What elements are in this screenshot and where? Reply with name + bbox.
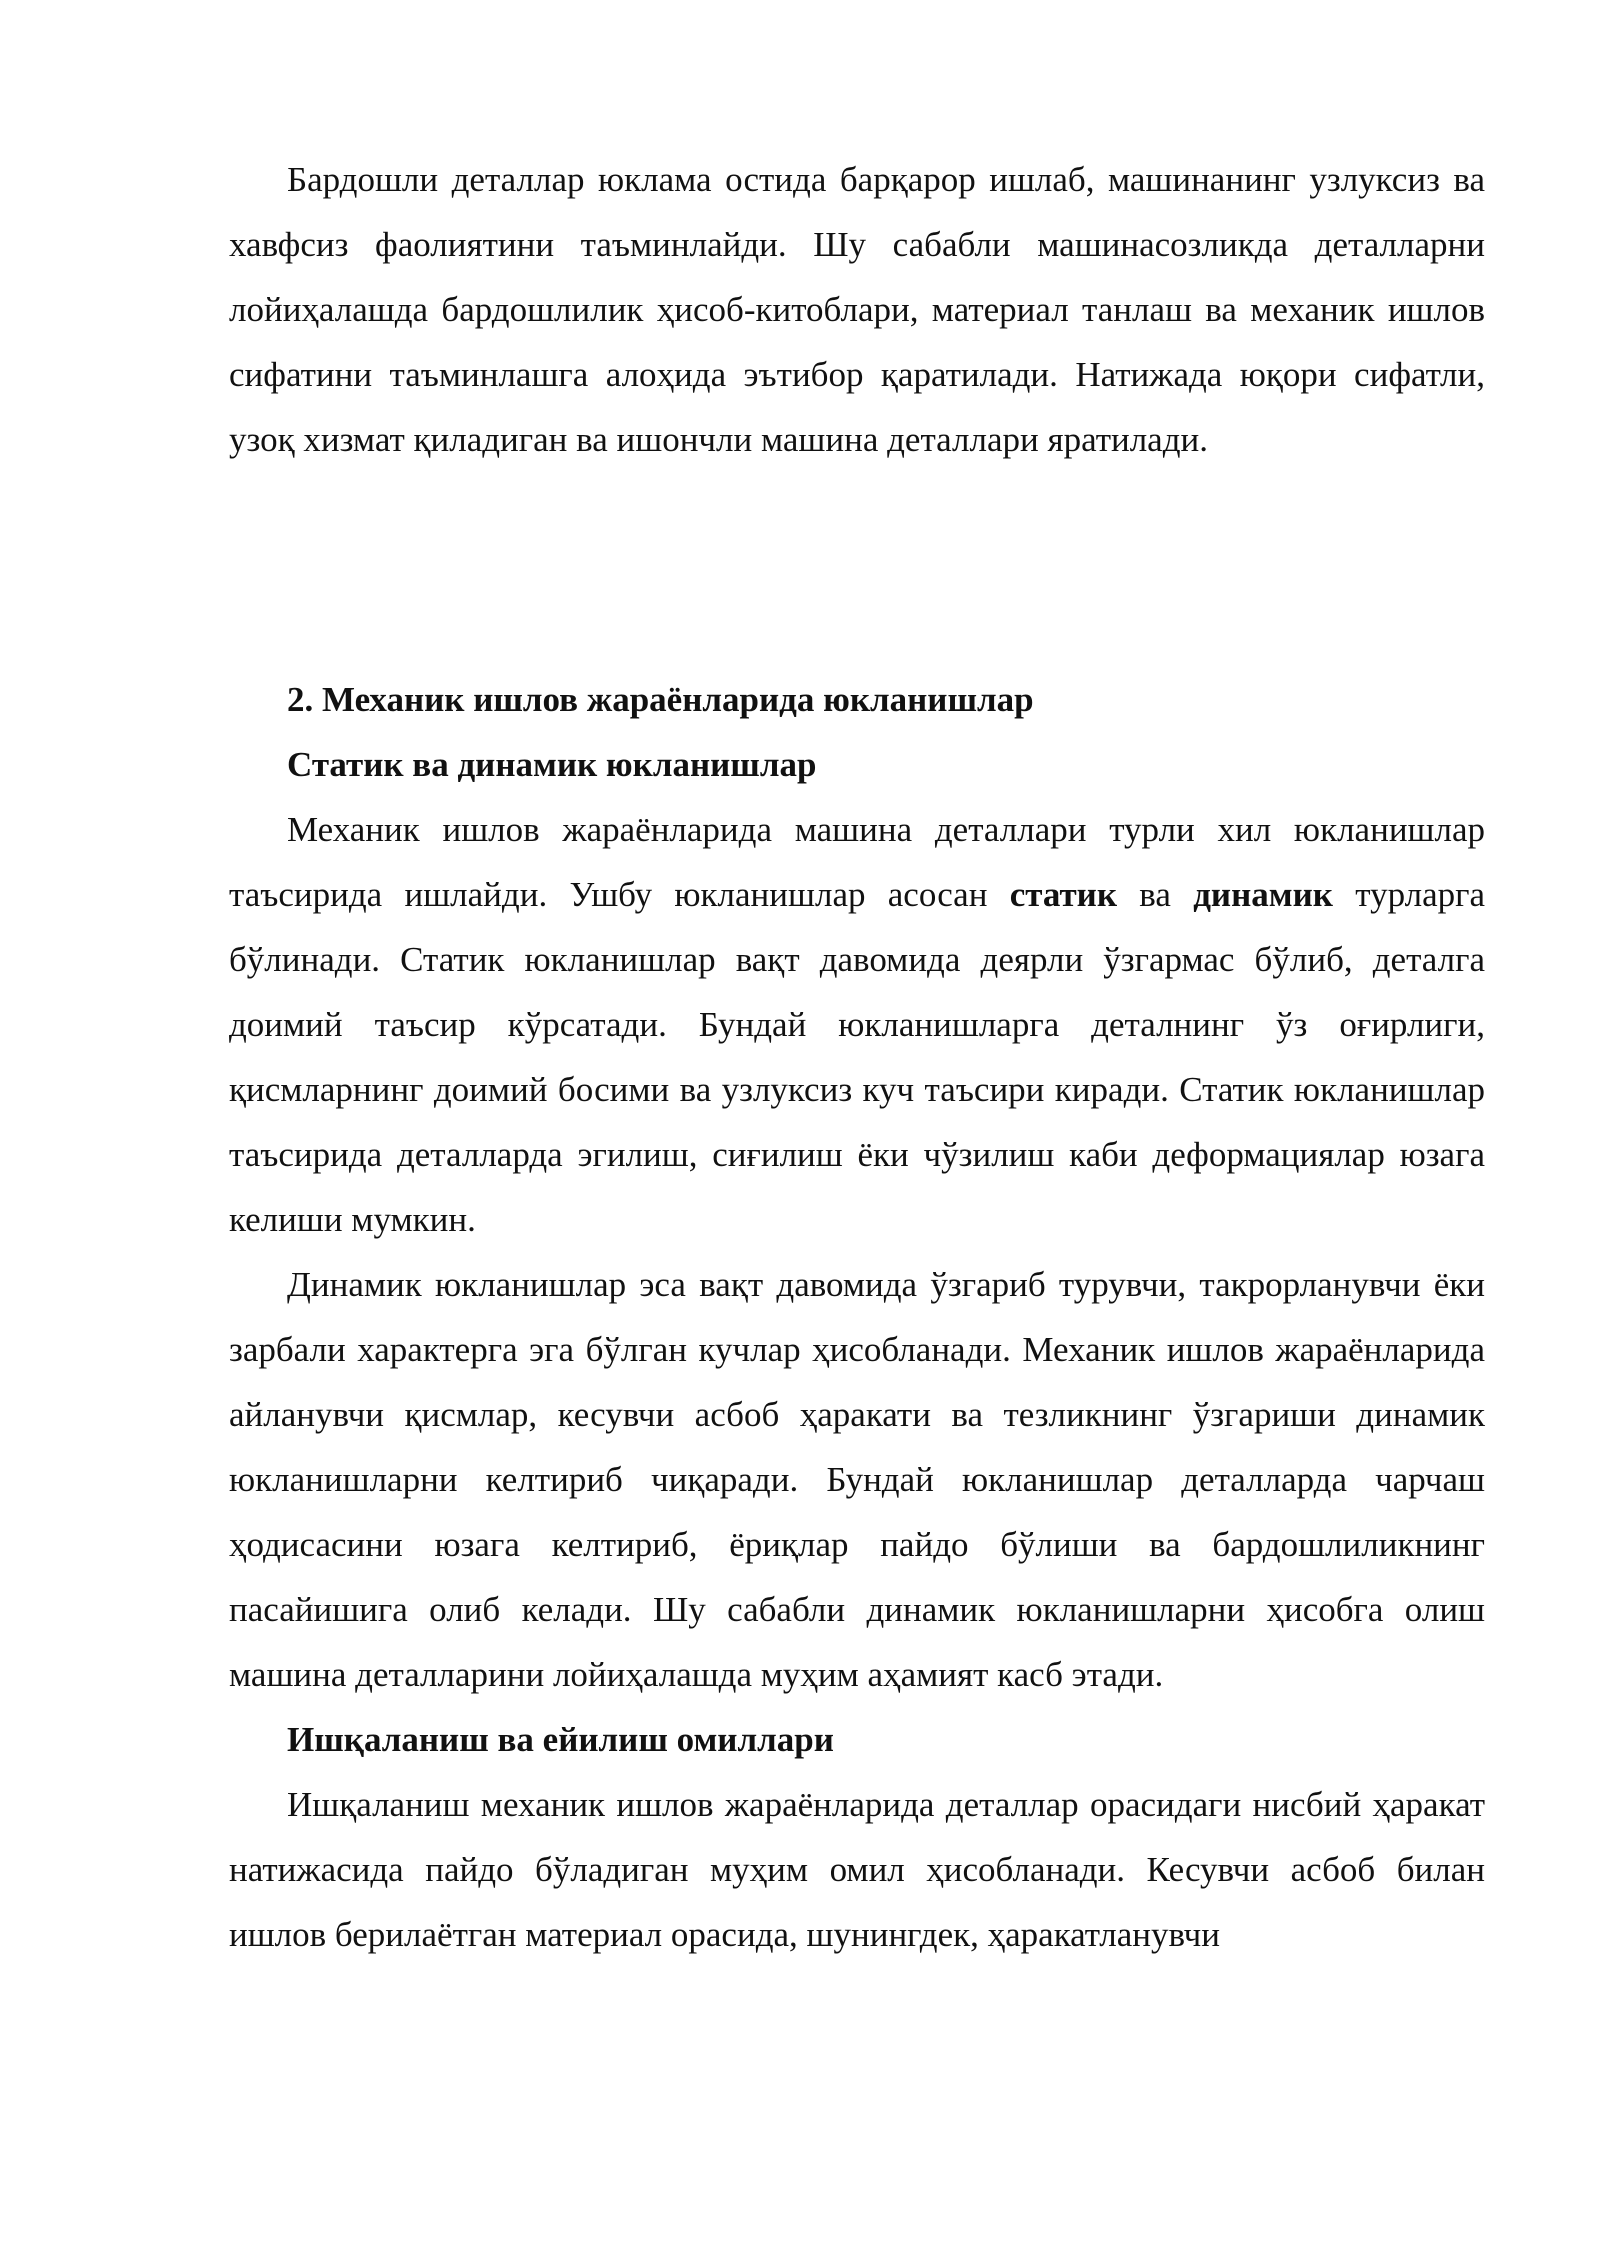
paragraph-text: ва — [1117, 875, 1194, 914]
paragraph-text: Механик ишлов жараёнларида машина деталлари турли хил юкланишлар таъсирида ишлайди. Ушбу юкланишлар асосан — [229, 810, 1485, 914]
paragraph-dynamic-loads: Динамик юкланишлар эса вақт давомида ўзгариб турувчи, такрорланувчи ёки зарбали характерга эга бўлган кучлар ҳисобланади. Механик ишлов жараёнларида айланувчи қисмлар, кесувчи асбоб ҳаракати ва тезликнинг ўзгариши динамик юкланишларни келтириб чиқаради. Бундай юкланишлар деталларда чарчаш ҳодисасини юзага келтириб, ёриқлар пайдо бўлиши ва бардошлиликнинг пасайишига олиб келади. Шу сабабли динамик юкланишларни ҳисобга олиш машина деталларини лойиҳалашда муҳим аҳамият касб этади. — [229, 1265, 1485, 1694]
paragraph-friction: Ишқаланиш механик ишлов жараёнларида деталлар орасидаги нисбий ҳаракат натижасида пайдо бўладиган муҳим омил ҳисобланади. Кесувчи асбоб билан ишлов берилаётган материал орасида, шунингдек, ҳаракатланувчи — [229, 1785, 1485, 1954]
document-body — [229, 147, 1485, 1967]
paragraph-text: турларга бўлинади. Статик юкланишлар вақт давомида деярли ўзгармас бўлиб, деталга доимий таъсир кўрсатади. Бундай юкланишларга деталнинг ўз оғирлиги, қисмларнинг доимий босими ва узлуксиз куч таъсири киради. Статик юкланишлар таъсирида деталларда эгилиш, сиғилиш ёки чўзилиш каби деформациялар юзага келиши мумкин. — [229, 875, 1485, 1239]
intro-paragraph: Бардошли деталлар юклама остида барқарор ишлаб, машинанинг узлуксиз ва хавфсиз фаолиятини таъминлайди. Шу сабабли машинасозликда деталларни лойиҳалашда бардошлилик ҳисоб-китоблари, материал танлаш ва механик ишлов сифатини таъминлашга алоҳида эътибор қаратилади. Натижада юқори сифатли, узоқ хизмат қиладиган ва ишончли машина деталлари яратилади. — [229, 160, 1485, 459]
bold-term-static: статик — [1009, 875, 1118, 914]
section-spacer — [229, 472, 1485, 667]
paragraph-static-loads — [229, 797, 1485, 1252]
section-heading: 2. Механик ишлов жараёнларида юкланишлар — [287, 680, 1034, 719]
subsection-heading-friction-wear: Ишқаланиш ва ейилиш омиллари — [287, 1720, 834, 1759]
bold-term-dynamic: динамик — [1193, 875, 1333, 914]
subsection-heading-static-dynamic: Статик ва динамик юкланишлар — [287, 745, 817, 784]
